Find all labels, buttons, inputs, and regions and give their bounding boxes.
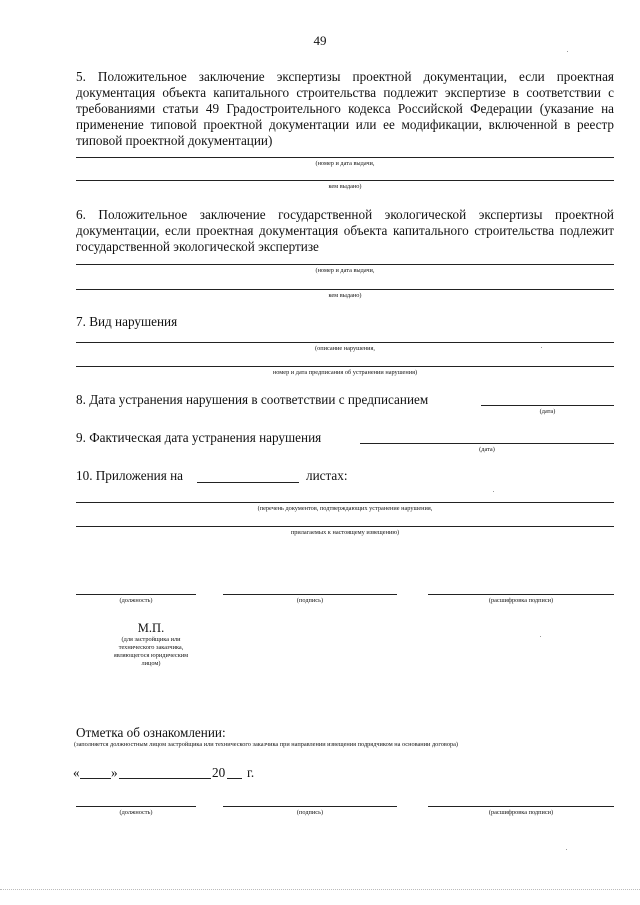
signature-position-line (76, 594, 196, 595)
section-6-line-2 (76, 289, 614, 290)
scan-speck (566, 849, 567, 850)
section-5-text: 5. Положительное заключение экспертизы проектной документации, если проектная документация объекта капитального строительства подлежит экспертизе в соответствии с требованиями статьи 49 Градостроительного кодекса Российской Федерации (указание на применение типовой проектной документации или ее модификации, включенной в реестр типовой проектной документации) (76, 69, 614, 148)
signature-decoding-caption: (расшифровка подписи) (488, 597, 554, 604)
ack-position-caption: (должность) (119, 809, 153, 816)
section-10-heading-prefix: 10. Приложения на (76, 468, 183, 483)
ack-date-year-prefix: 20 (212, 765, 226, 780)
signature-sign-caption: (подпись) (296, 597, 324, 604)
section-9-heading: 9. Фактическая дата устранения нарушения (76, 430, 322, 445)
section-7-line-2 (76, 366, 614, 367)
ack-decoding-caption: (расшифровка подписи) (488, 809, 554, 816)
scan-speck (540, 636, 541, 637)
section-10-line-2 (76, 526, 614, 527)
stamp-note (96, 636, 206, 668)
ack-date-day-line (80, 778, 111, 779)
section-5-line-1 (76, 157, 614, 158)
section-10-heading-suffix: листах: (306, 468, 348, 483)
scan-speck (567, 51, 568, 52)
section-6-caption-number-date: (номер и дата выдачи, (315, 267, 375, 274)
section-5-caption-number-date: (номер и дата выдачи, (315, 160, 375, 167)
acknowledgement-heading: Отметка об ознакомлении: (76, 725, 226, 740)
scan-speck (493, 491, 494, 492)
ack-sign-caption: (подпись) (296, 809, 324, 816)
acknowledgement-note: (заполняется должностным лицом застройщика или технического заказчика при направлении извещения подрядчиком на основании договора) (74, 741, 459, 748)
section-5-line-2 (76, 180, 614, 181)
section-7-caption-prescription: номер и дата предписания об устранении нарушения) (272, 369, 418, 376)
scan-speck (541, 347, 542, 348)
section-9-date-line (360, 443, 614, 444)
stamp-note-line: лицом) (141, 660, 161, 667)
ack-date-month-line (119, 778, 211, 779)
section-10-line-1 (76, 502, 614, 503)
ack-position-line (76, 806, 196, 807)
ack-sign-line (223, 806, 397, 807)
stamp-note-line: технического заказчика, (118, 644, 184, 651)
scan-edge-dots (0, 889, 640, 890)
section-10-caption-list: (перечень документов, подтверждающих устранение нарушения, (257, 505, 433, 512)
section-9-caption-date: (дата) (479, 446, 495, 453)
section-6-text: 6. Положительное заключение государственной экологической экспертизы проектной документации, если проектная документация объекта капитального строительства подлежит государственной экологической экспертизе (76, 207, 614, 254)
ack-decoding-line (428, 806, 614, 807)
section-5-caption-issuer: кем выдано) (328, 183, 362, 190)
page-number: 49 (313, 33, 327, 48)
stamp-note-line: (для застройщика или (121, 636, 181, 643)
section-6-line-1 (76, 264, 614, 265)
ack-date-close-quote: » (111, 765, 118, 780)
section-7-heading: 7. Вид нарушения (76, 314, 178, 329)
ack-date-year-line (227, 778, 242, 779)
signature-sign-line (223, 594, 397, 595)
signature-decoding-line (428, 594, 614, 595)
stamp-note-line: являющегося юридическим (113, 652, 189, 659)
section-8-caption-date: (дата) (539, 408, 556, 415)
section-7-line-1 (76, 342, 614, 343)
section-8-heading: 8. Дата устранения нарушения в соответствии с предписанием (76, 392, 429, 407)
section-8-date-line (481, 405, 614, 406)
section-6-caption-issuer: кем выдано) (328, 292, 362, 299)
section-10-sheets-line (197, 482, 299, 483)
ack-date-year-suffix: г. (247, 765, 255, 780)
signature-position-caption: (должность) (119, 597, 153, 604)
ack-date-open-quote: « (73, 765, 80, 780)
stamp-label: М.П. (137, 621, 165, 635)
section-10-caption-attached: прилагаемых к настоящему извещению) (290, 529, 400, 536)
section-7-caption-description: (описание нарушения, (315, 345, 375, 352)
